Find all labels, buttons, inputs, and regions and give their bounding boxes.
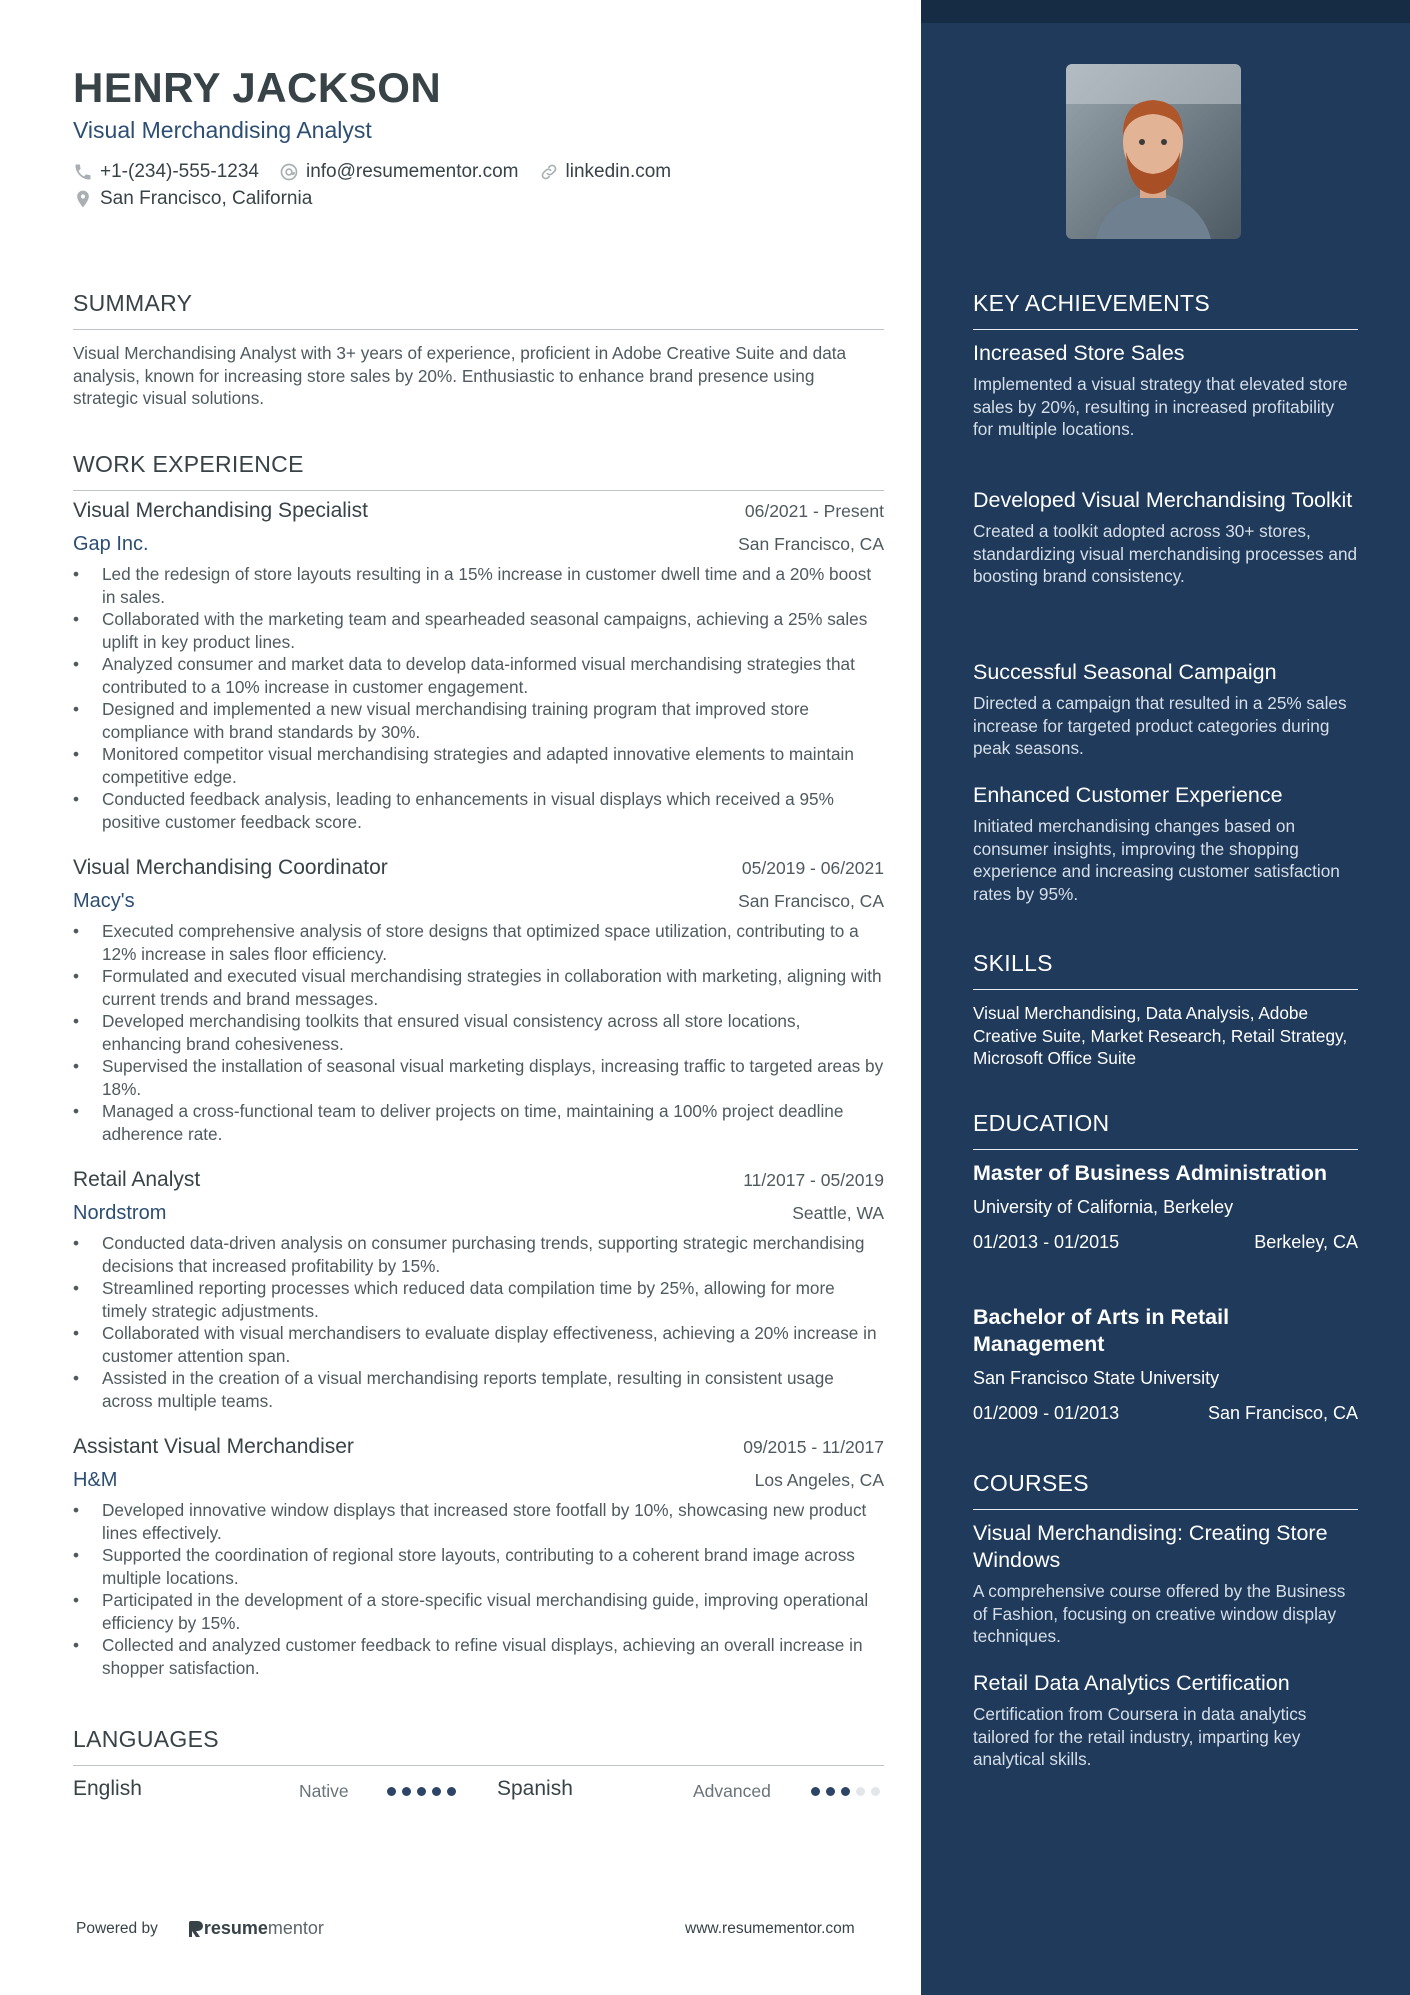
education-degree: Bachelor of Arts in Retail Management	[973, 1305, 1230, 1356]
job-bullets	[73, 563, 884, 833]
course-item	[973, 1670, 1358, 1771]
education-location: San Francisco, CA	[1207, 1403, 1358, 1423]
job-entry	[73, 856, 884, 1145]
achievement-title: Successful Seasonal Campaign	[973, 660, 1277, 684]
job-company: H&M	[73, 1469, 118, 1491]
email-text: info@resumementor.com	[305, 161, 519, 182]
job-bullet: • Streamlined reporting processes which reduced data compilation time by 25%, allowing for more timely strategic adjustments.	[73, 1277, 884, 1322]
job-dates: 05/2019 - 06/2021	[741, 858, 884, 878]
job-bullet: • Formulated and executed visual merchandising strategies in collaboration with marketing, aligning with current trends and brand messages.	[73, 965, 884, 1010]
education-school: San Francisco State University	[973, 1368, 1220, 1388]
job-title: Retail Analyst	[73, 1168, 201, 1191]
brand-light: mentor	[267, 1918, 324, 1938]
job-bullets	[73, 1499, 884, 1679]
education-item	[973, 1160, 1358, 1253]
job-bullet: • Led the redesign of store layouts resulting in a 15% increase in customer dwell time and a 20% boost in sales.	[73, 563, 884, 608]
skills-block	[973, 1002, 1358, 1070]
education-dates: 01/2009 - 01/2013	[973, 1403, 1120, 1423]
achievement-item	[973, 340, 1358, 441]
location-text: San Francisco, California	[100, 188, 313, 209]
achievement-item	[973, 659, 1358, 760]
location-contact	[73, 188, 312, 210]
job-bullets	[73, 920, 884, 1145]
footer-powered	[76, 1918, 324, 1939]
job-location: San Francisco, CA	[738, 891, 884, 911]
course-text: A comprehensive course offered by the Business of Fashion, focusing on creative window display techniques.	[973, 1581, 1346, 1646]
job-bullet: • Managed a cross-functional team to deliver projects on time, maintaining a 100% project deadline adherence rate.	[73, 1100, 884, 1145]
achievement-title: Developed Visual Merchandising Toolkit	[973, 488, 1353, 512]
language-name: English	[73, 1777, 142, 1800]
resumementor-logo-icon	[188, 1920, 204, 1938]
job-bullet: • Supported the coordination of regional store layouts, contributing to a coherent brand image across multiple locations.	[73, 1544, 884, 1589]
job-company: Macy's	[73, 890, 135, 912]
job-location: San Francisco, CA	[738, 534, 884, 554]
education-item	[973, 1304, 1358, 1424]
job-title: Visual Merchandising Specialist	[73, 499, 368, 522]
contact-row	[73, 161, 691, 183]
rating-dot-empty	[871, 1787, 880, 1796]
phone-icon	[73, 162, 93, 182]
job-entry	[73, 1435, 884, 1679]
footer-website[interactable]: www.resumementor.com	[685, 1920, 855, 1937]
job-location: Seattle, WA	[792, 1203, 884, 1223]
rating-dot-filled	[447, 1787, 456, 1796]
experience-heading: WORK EXPERIENCE	[73, 451, 884, 491]
language-rating	[811, 1787, 886, 1796]
summary-text: Visual Merchandising Analyst with 3+ years of experience, proficient in Adobe Creative Suite and data analysis, known for increasing store sales by 20%. Enthusiastic to enhance brand presence using strategic visual solutions.	[73, 343, 847, 408]
job-bullet: • Executed comprehensive analysis of store designs that optimized space utilization, contributing to a 12% increase in sales floor efficiency.	[73, 920, 884, 965]
job-location: Los Angeles, CA	[754, 1470, 884, 1490]
rating-dot-filled	[841, 1787, 850, 1796]
education-school: University of California, Berkeley	[973, 1197, 1234, 1217]
job-company: Nordstrom	[73, 1202, 167, 1224]
job-bullets	[73, 1232, 884, 1412]
rating-dot-filled	[387, 1787, 396, 1796]
skills-heading: SKILLS	[973, 950, 1358, 990]
achievement-item	[973, 782, 1358, 905]
achievement-text: Implemented a visual strategy that elevated store sales by 20%, resulting in increased profitability for multiple locations.	[973, 374, 1348, 439]
sidebar	[921, 0, 1410, 1995]
job-bullet: • Assisted in the creation of a visual merchandising reports template, resulting in consistent usage across multiple teams.	[73, 1367, 884, 1412]
education-dates: 01/2013 - 01/2015	[973, 1232, 1120, 1252]
education-degree: Master of Business Administration	[973, 1161, 1328, 1185]
location-pin-icon	[73, 189, 93, 209]
job-bullet: • Conducted feedback analysis, leading to enhancements in visual displays which received a 95% positive customer feedback score.	[73, 788, 884, 833]
link-icon	[539, 162, 559, 182]
job-dates: 11/2017 - 05/2019	[743, 1170, 884, 1190]
location-row	[73, 188, 332, 210]
course-title: Retail Data Analytics Certification	[973, 1671, 1290, 1695]
job-bullet: • Participated in the development of a store-specific visual merchandising guide, improving operational efficiency by 15%.	[73, 1589, 884, 1634]
candidate-name: HENRY JACKSON	[73, 64, 442, 111]
job-entry	[73, 499, 884, 833]
rating-dot-filled	[432, 1787, 441, 1796]
skills-text: Visual Merchandising, Data Analysis, Adobe Creative Suite, Market Research, Retail Strategy, Microsoft Office Suite	[973, 1003, 1348, 1068]
job-entry	[73, 1168, 884, 1412]
education-heading: EDUCATION	[973, 1110, 1358, 1150]
achievements-heading: KEY ACHIEVEMENTS	[973, 290, 1358, 330]
rating-dot-filled	[402, 1787, 411, 1796]
profile-photo-illustration	[1066, 64, 1241, 239]
languages-heading: LANGUAGES	[73, 1726, 884, 1766]
job-bullet: • Collaborated with the marketing team and spearheaded seasonal campaigns, achieving a 25% sales uplift in key product lines.	[73, 608, 884, 653]
courses-heading: COURSES	[973, 1470, 1358, 1510]
job-bullet: • Designed and implemented a new visual merchandising training program that improved store compliance with brand standards by 30%.	[73, 698, 884, 743]
course-item	[973, 1520, 1358, 1648]
rating-dot-filled	[826, 1787, 835, 1796]
rating-dot-filled	[417, 1787, 426, 1796]
brand-bold: resume	[203, 1918, 268, 1938]
achievement-title: Enhanced Customer Experience	[973, 783, 1283, 807]
candidate-role: Visual Merchandising Analyst	[73, 117, 372, 143]
achievement-text: Created a toolkit adopted across 30+ stores, standardizing visual merchandising processes and boosting brand consistency.	[973, 521, 1358, 586]
job-bullet: • Conducted data-driven analysis on consumer purchasing trends, supporting strategic merchandising decisions that increased profitability by 15%.	[73, 1232, 884, 1277]
language-level: Advanced	[693, 1781, 771, 1801]
language-entry	[73, 1777, 142, 1801]
job-dates: 06/2021 - Present	[744, 501, 884, 521]
rating-dot-empty	[856, 1787, 865, 1796]
brand-logo[interactable]	[188, 1918, 324, 1939]
course-title: Visual Merchandising: Creating Store Windows	[973, 1521, 1328, 1572]
job-dates: 09/2015 - 11/2017	[743, 1437, 884, 1457]
email-contact[interactable]	[279, 161, 519, 183]
linkedin-contact[interactable]	[539, 161, 672, 183]
job-bullet: • Analyzed consumer and market data to develop data-informed visual merchandising strategies that contributed to a 10% increase in customer engagement.	[73, 653, 884, 698]
job-bullet: • Monitored competitor visual merchandising strategies and adapted innovative elements to maintain competitive edge.	[73, 743, 884, 788]
rating-dot-filled	[811, 1787, 820, 1796]
job-bullet: • Collected and analyzed customer feedback to refine visual displays, achieving an overall increase in shopper satisfaction.	[73, 1634, 884, 1679]
profile-photo	[1066, 64, 1241, 239]
job-bullet: • Developed merchandising toolkits that ensured visual consistency across all store locations, enhancing brand cohesiveness.	[73, 1010, 884, 1055]
job-bullet: • Supervised the installation of seasonal visual marketing displays, increasing traffic to targeted areas by 18%.	[73, 1055, 884, 1100]
linkedin-text: linkedin.com	[565, 161, 672, 182]
language-entry	[497, 1777, 573, 1801]
job-bullet: • Collaborated with visual merchandisers to evaluate display effectiveness, achieving a 20% increase in customer attention span.	[73, 1322, 884, 1367]
powered-by-text: Powered by	[76, 1919, 158, 1937]
course-text: Certification from Coursera in data analytics tailored for the retail industry, imparting key analytical skills.	[973, 1704, 1307, 1769]
job-bullet: • Developed innovative window displays that increased store footfall by 10%, showcasing new product lines effectively.	[73, 1499, 884, 1544]
phone-text: +1-(234)-555-1234	[100, 161, 259, 182]
sidebar-top-bar	[921, 0, 1410, 23]
at-icon	[279, 162, 299, 182]
education-location: Berkeley, CA	[1254, 1232, 1358, 1252]
job-title: Visual Merchandising Coordinator	[73, 856, 388, 879]
achievement-text: Initiated merchandising changes based on consumer insights, improving the shopping experience and increasing customer satisfaction rates by 95%.	[973, 816, 1340, 904]
achievement-item	[973, 487, 1358, 588]
language-name: Spanish	[497, 1777, 573, 1800]
summary-heading: SUMMARY	[73, 290, 884, 330]
job-company: Gap Inc.	[73, 533, 149, 555]
achievement-text: Directed a campaign that resulted in a 25% sales increase for targeted product categories during peak seasons.	[973, 693, 1347, 758]
language-rating	[387, 1787, 462, 1796]
language-level: Native	[299, 1781, 349, 1801]
job-title: Assistant Visual Merchandiser	[73, 1435, 354, 1458]
phone-contact[interactable]	[73, 161, 259, 183]
achievement-title: Increased Store Sales	[973, 341, 1185, 365]
